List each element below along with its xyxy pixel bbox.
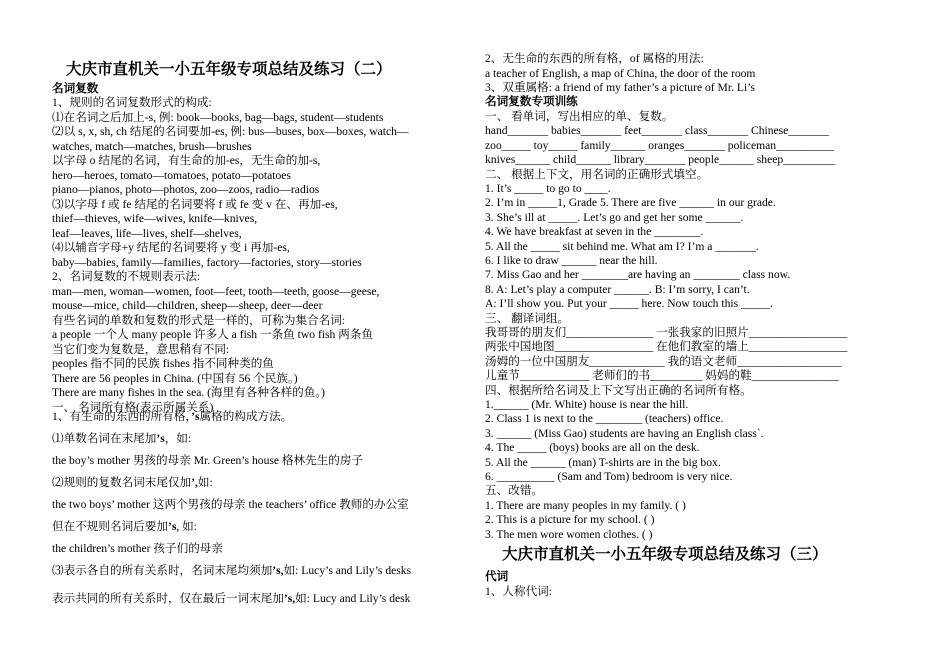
text-line: 有些名词的单数和复数的形式是一样的，可称为集合名词:: [52, 313, 346, 327]
text-line: ⑶以字母 f 或 fe 结尾的名词要将 f 或 fe 变 v 在、再加-es,: [52, 197, 338, 211]
text-line: thief—thieves, wife—wives, knife—knives,: [52, 212, 258, 225]
text-line: 8. A: Let’s play a computer ______. B: I’m sorry, I can’t.: [485, 282, 750, 296]
section-heading-pronoun: 代词: [485, 570, 509, 583]
text-line: 两张中国地图_________________ 在他们教室的墙上_________________: [485, 340, 848, 354]
text-line: hand_______ babies_______ feet_______ class_______ Chinese_______: [485, 124, 829, 138]
possessive-rule-joint: 表示共同的所有关系时，仅在最后一词末尾加’s,如: Lucy and Lily’s desk: [52, 592, 411, 605]
text-line: 二、 根据上下文，用名词的正确形式填空。: [485, 167, 709, 181]
text-line: A: I’ll show you. Put your _____ here. Now touch this _____.: [485, 297, 773, 311]
text-line: 3. She’s ill at _____. Let’s go and get her some ______.: [485, 210, 744, 224]
possessive-example-singular: the boy’s mother 男孩的母亲 Mr. Green’s house 格林先生的房子: [52, 454, 364, 467]
text-line: knives______ child______ library_______ people______ sheep_________: [485, 153, 836, 167]
text-line: man—men, woman—women, foot—feet, tooth—teeth, goose—geese,: [52, 284, 380, 298]
text-line: baby—babies, family—families, factory—factories, story—stories: [52, 255, 362, 269]
text-line: 2. Class 1 is next to the ________ (teachers) office.: [485, 412, 724, 426]
text-line: 3. The men wore women clothes. ( ): [485, 527, 653, 541]
text-line: peoples 指不同的民族 fishes 指不同种类的鱼: [52, 357, 274, 370]
text-line: 2、无生命的东西的所有格，of 属格的用法:: [485, 52, 704, 65]
text-line: 5. All the ______ (man) T-shirts are in the big box.: [485, 455, 721, 469]
possessive-rule-separate: ⑶表示各自的所有关系时，名词末尾均须加’s,如: Lucy’s and Lily’s desks: [52, 564, 412, 577]
text-line: 5. All the _____ sit behind me. What am I? I’m a _______.: [485, 239, 759, 253]
text-line: 一、 名词所有格(表示所属关系): [52, 400, 214, 414]
text-line: 1、规则的名词复数形式的构成:: [52, 96, 212, 109]
text-line: 4. We have breakfast at seven in the ________.: [485, 225, 704, 239]
text-line: 以字母 o 结尾的名词，有生命的加-es，无生命的加-s,: [52, 154, 321, 167]
text-line: 当它们变为复数是，意思稍有不同:: [52, 342, 230, 356]
text-line: 五、改错。: [485, 484, 543, 498]
text-line: 2、名词复数的不规则表示法:: [52, 270, 201, 283]
text-line: 6. __________ (Sam and Tom) bedroom is very nice.: [485, 470, 733, 483]
text-line: 三、 翻译词组。: [485, 311, 570, 325]
text-line: watches, match—matches, brush—brushes: [52, 139, 252, 153]
page-title-2: 大庆市直机关一小五年级专项总结及练习（二）: [66, 61, 392, 78]
possessive-example-plural: the two boys’ mother 这两个男孩的母亲 the teachers’ office 教师的办公室: [52, 498, 409, 511]
personal-pronoun-heading: 1、人称代词:: [485, 585, 552, 598]
text-line: 1. There are many peoples in my family. ( ): [485, 498, 686, 512]
text-line: 儿童节____________ 老师们的书_________ 妈妈的鞋_______________: [485, 369, 839, 383]
text-line: a people 一个人 many people 许多人 a fish 一条鱼 two fish 两条鱼: [52, 328, 374, 341]
text-line: ⑴在名词之后加上-s, 例: book—books, bag—bags, student—students: [52, 110, 384, 124]
text-line: 1. It’s _____ to go to ____.: [485, 182, 611, 195]
text-line: There are 56 peoples in China. (中国有 56 个民族。): [52, 371, 298, 385]
text-line: 6. I like to draw ______ near the hill.: [485, 254, 658, 267]
text-line: 四、根据所给名词及上下文写出正确的名词所有格。: [485, 383, 752, 397]
text-line: ⑷以辅音字母+y 结尾的名词要将 y 变 i 再加-es,: [52, 241, 290, 254]
text-line: 4. The _____ (boys) books are all on the desk.: [485, 441, 700, 455]
text-line: 3、双重属格: a friend of my father’s a picture of Mr. Li’s: [485, 81, 755, 95]
text-line: 1.______ (Mr. White) house is near the hill.: [485, 398, 689, 411]
text-line: piano—pianos, photo—photos, zoo—zoos, radio—radios: [52, 183, 320, 196]
text-line: mouse—mice, child—children, sheep—sheep, deer—deer: [52, 299, 323, 312]
possessive-example-irregular: the children’s mother 孩子们的母亲: [52, 542, 223, 555]
possessive-rule-singular: ⑴单数名词在末尾加’s，如:: [52, 432, 192, 445]
section-heading-noun-plural: 名词复数: [52, 82, 99, 95]
text-line: leaf—leaves, life—lives, shelf—shelves,: [52, 226, 242, 240]
page-title-3: 大庆市直机关一小五年级专项总结及练习（三）: [502, 546, 828, 563]
text-line: 3. ______ (Miss Gao) students are having an English class`.: [485, 426, 764, 440]
text-line: ⑵以 s, x, sh, ch 结尾的名词要加-es, 例: bus—buses, box—boxes, watch—: [52, 125, 409, 138]
text-line: 我哥哥的朋友们_______________ 一张我家的旧照片_________________: [485, 326, 848, 339]
text-line: 2. I’m in _____1, Grade 5. There are five ______ in our grade.: [485, 196, 776, 210]
section-heading-plural-practice: 名词复数专项训练: [485, 95, 578, 108]
text-line: 2. This is a picture for my school. ( ): [485, 513, 655, 527]
text-line: There are many fishes in the sea. (海里有各种各样的鱼。): [52, 386, 326, 399]
text-line: 汤姆的一位中国朋友_____________ 我的语文老师__________________: [485, 354, 842, 368]
text-line: 一、 看单词，写出相应的单、复数。: [485, 110, 674, 123]
possessive-rule-irregular: 但在不规则名词后要加’s, 如:: [52, 520, 197, 533]
text-line: 7. Miss Gao and her ________are having an ________ class now.: [485, 268, 791, 282]
text-line: hero—heroes, tomato—tomatoes, potato—potatoes: [52, 168, 291, 182]
possessive-rule-plural: ⑵规则的复数名词末尾仅加’,如:: [52, 476, 213, 489]
text-line: a teacher of English, a map of China, the door of the room: [485, 66, 756, 80]
possessive-rule-1: 1、有生命的东西的所有格，’s属格的构成方法。: [52, 410, 293, 423]
text-line: zoo_____ toy_____ family______ oranges_______ policeman__________: [485, 138, 835, 152]
